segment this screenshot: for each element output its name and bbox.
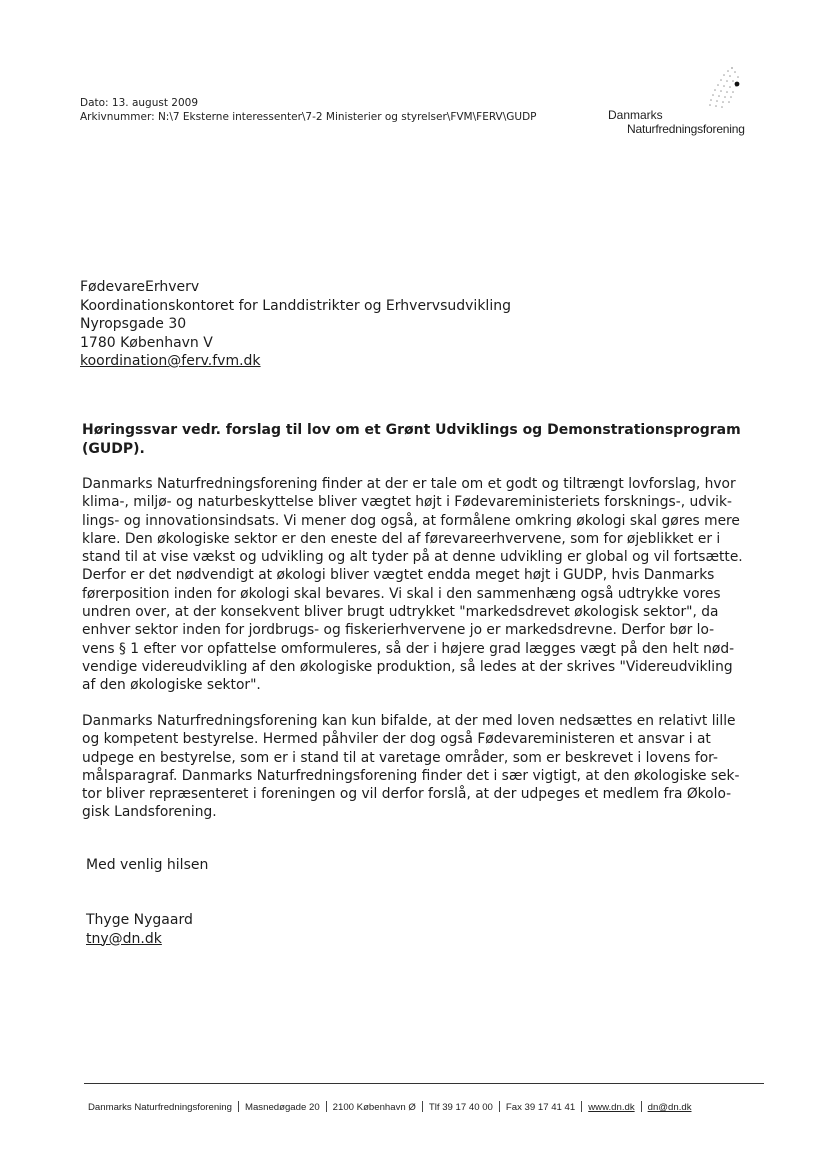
- footer-separator: [499, 1101, 500, 1112]
- footer-separator: [581, 1101, 582, 1112]
- paragraph-line: klare. Den økologiske sektor er den eneste del af førevareerhvervene, som for øjeblikket er i: [82, 530, 721, 547]
- recipient-email-link[interactable]: koordination@ferv.fvm.dk: [80, 353, 261, 369]
- recipient-city: 1780 København V: [80, 334, 213, 351]
- paragraph-line: undren over, at der konsekvent bliver brugt udtrykket "markedsdrevet økologisk sektor", da: [82, 604, 719, 621]
- logo-text-line2: Naturfredningsforening: [627, 122, 745, 136]
- signature-name: Thyge Nygaard: [86, 912, 193, 928]
- footer-website-link[interactable]: www.dn.dk: [588, 1102, 635, 1113]
- paragraph-line: enhver sektor inden for jordbrugs- og fiskerierhvervene jo er markedsdrevne. Derfor bør lo-: [82, 622, 715, 639]
- paragraph-line: udpege en bestyrelse, som er i stand til at varetage områder, som er beskrevet i lovens for-: [82, 749, 718, 766]
- organization-logo: [606, 62, 766, 142]
- logo-text-line1: Danmarks: [608, 108, 663, 122]
- paragraph-line: Danmarks Naturfredningsforening finder at der er tale om et godt og tiltrængt lovforslag, hvor: [82, 476, 736, 492]
- recipient-department: Koordinationskontoret for Landdistrikter og Erhvervsudvikling: [80, 297, 511, 314]
- paragraph-line: klima-, miljø- og naturbeskyttelse bliver vægtet højt i Fødevareministeriets forsknings-, udvik-: [82, 494, 732, 511]
- footer-divider: [84, 1083, 764, 1084]
- paragraph-line: førerposition inden for økologi skal bevares. Vi skal i den sammenhæng også udtrykke vores: [82, 585, 721, 602]
- logo-mark-icon: [702, 62, 746, 114]
- letter-subject: [82, 421, 742, 459]
- footer-email-link[interactable]: dn@dn.dk: [647, 1102, 692, 1113]
- body-paragraph-1: [82, 475, 762, 695]
- footer-address: Masnedøgade 20: [244, 1102, 320, 1113]
- footer-separator: [326, 1101, 327, 1112]
- recipient-address: [80, 278, 511, 371]
- paragraph-line: af den økologiske sektor".: [82, 677, 261, 694]
- signature-email-link[interactable]: tny@dn.dk: [86, 930, 162, 947]
- paragraph-line: lings- og innovationsindsats. Vi mener dog også, at formålene omkring økologi skal gøres mere: [82, 512, 740, 529]
- letterhead-footer: [88, 1101, 692, 1113]
- recipient-name: FødevareErhverv: [80, 279, 200, 295]
- paragraph-line: målsparagraf. Danmarks Naturfredningsforening finder det i sær vigtigt, at den økologiske sek-: [82, 767, 740, 784]
- body-paragraph-2: [82, 712, 762, 822]
- paragraph-line: gisk Landsforening.: [82, 804, 217, 821]
- footer-fax: Fax 39 17 41 41: [505, 1102, 576, 1113]
- footer-separator: [422, 1101, 423, 1112]
- signature-block: [86, 911, 193, 948]
- recipient-street: Nyropsgade 30: [80, 316, 187, 332]
- paragraph-line: vendige videreudvikling af den økologiske produktion, så ledes at der skrives "Videreudvikling: [82, 658, 733, 675]
- paragraph-line: Danmarks Naturfredningsforening kan kun bifalde, at der med loven nedsættes en relativt lille: [82, 713, 736, 729]
- paragraph-line: Derfor er det nødvendigt at økologi bliver vægtet endda meget højt i GUDP, hvis Danmarks: [82, 567, 715, 584]
- footer-separator: [238, 1101, 239, 1112]
- footer-phone: Tlf 39 17 40 00: [428, 1102, 493, 1113]
- closing-salutation: Med venlig hilsen: [86, 857, 209, 873]
- footer-city: 2100 København Ø: [332, 1102, 416, 1113]
- subject-line: Høringssvar vedr. forslag til lov om et Grønt Udviklings og Demonstrationsprogram: [82, 422, 741, 438]
- paragraph-line: tor bliver repræsenteret i foreningen og vil derfor forslå, at der udpeges et medlem fra Økolo-: [82, 786, 732, 803]
- date-line: Dato: 13. august 2009: [80, 97, 199, 109]
- archive-line: Arkivnummer: N:\7 Eksterne interessenter\7-2 Ministerier og styrelser\FVM\FERV\GUDP: [80, 111, 537, 123]
- footer-separator: [641, 1101, 642, 1112]
- footer-organization: Danmarks Naturfredningsforening: [88, 1102, 232, 1113]
- paragraph-line: og kompetent bestyrelse. Hermed påhviler der dog også Fødevareministeren et ansvar i at: [82, 731, 711, 748]
- paragraph-line: stand til at vise vækst og udvikling og alt tyder på at denne udvikling er global og vil fortsætte.: [82, 549, 743, 566]
- paragraph-line: vens § 1 efter vor opfattelse omformuleres, så der i højere grad lægges vægt på den helt nød-: [82, 640, 735, 657]
- document-meta: [80, 96, 537, 124]
- subject-line: (GUDP).: [82, 441, 145, 457]
